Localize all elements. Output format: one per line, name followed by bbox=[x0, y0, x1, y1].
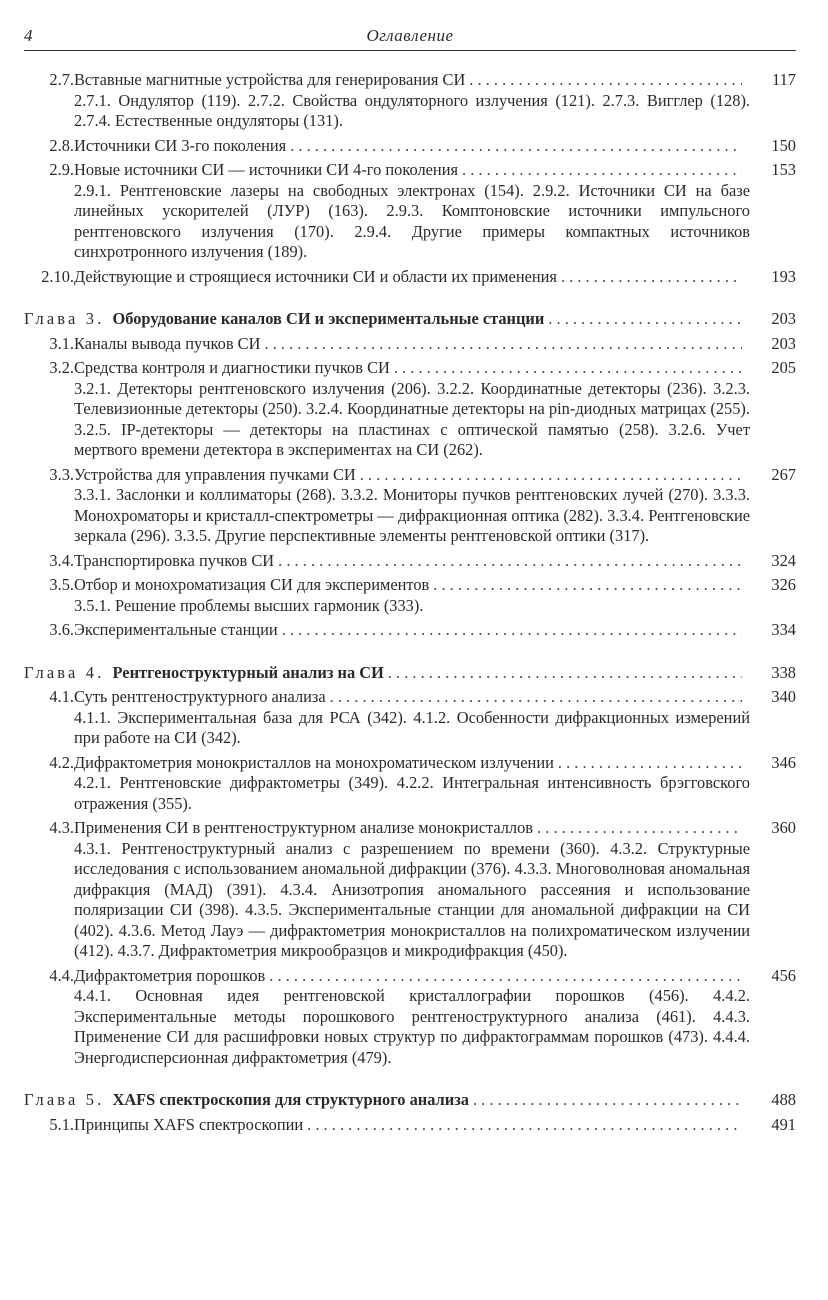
page-ref: 334 bbox=[771, 620, 796, 639]
subsection-list: 4.2.1. Рентгеновские дифрактометры (349). 4.2.2. Интегральная интенсивность брэгговского отражения (355). bbox=[74, 773, 750, 813]
page-ref: 153 bbox=[771, 160, 796, 179]
chapter-4-heading bbox=[24, 663, 796, 684]
page-ref: 267 bbox=[771, 464, 796, 484]
section-title: Действующие и строящиеся источники СИ и области их применения bbox=[74, 266, 557, 286]
page-ref: 340 bbox=[771, 687, 796, 706]
section-number: 4.3. bbox=[49, 818, 74, 837]
toc-entry-4-1 bbox=[24, 687, 796, 749]
section-number: 4.1. bbox=[49, 687, 74, 706]
page-ref: 117 bbox=[772, 70, 796, 89]
subsection-list: 3.5.1. Решение проблемы высших гармоник (333). bbox=[74, 595, 424, 615]
page-ref: 324 bbox=[771, 550, 796, 570]
toc-entry-2-10 bbox=[24, 267, 796, 288]
section-title: Вставные магнитные устройства для генерирования СИ bbox=[74, 70, 466, 89]
section-title: Средства контроля и диагностики пучков СИ bbox=[74, 358, 390, 377]
section-number: 3.2. bbox=[49, 358, 74, 377]
toc-entry-2-9 bbox=[24, 160, 796, 263]
page-ref: 203 bbox=[771, 333, 796, 353]
section-number: 2.9. bbox=[49, 160, 74, 179]
page-ref: 203 bbox=[771, 309, 796, 328]
chapter-3-heading bbox=[24, 309, 796, 330]
toc-entry-5-1 bbox=[24, 1115, 796, 1136]
section-title: Новые источники СИ — источники СИ 4-го поколения bbox=[74, 160, 459, 179]
page-number: 4 bbox=[24, 26, 33, 45]
table-of-contents bbox=[24, 70, 796, 1139]
page-header bbox=[24, 22, 796, 51]
chapter-label: Глава 5. bbox=[24, 1090, 105, 1109]
page-ref: 150 bbox=[771, 135, 796, 155]
toc-entry-4-4 bbox=[24, 966, 796, 1069]
subsection-list: 3.3.1. Заслонки и коллиматоры (268). 3.3.2. Мониторы пучков рентгеновских лучей (270). 3.3.3. Монохроматоры и кристалл-спектрометры — дифракционная оптика (282). 3.3.4. Рентгеновские зеркала (296). 3.3.5. Другие перспективные элементы рентгеновской оптики (317). bbox=[74, 485, 750, 545]
toc-entry-4-3 bbox=[24, 818, 796, 962]
section-number: 2.10. bbox=[41, 266, 74, 286]
subsection-list: 2.7.1. Ондулятор (119). 2.7.2. Свойства ондуляторного излучения (121). 2.7.3. Вигглер (128). 2.7.4. Естественные ондуляторы (131). bbox=[74, 90, 750, 130]
section-title: Устройства для управления пучками СИ bbox=[74, 464, 356, 484]
toc-entry-3-2 bbox=[24, 358, 796, 461]
section-number: 3.6. bbox=[49, 620, 74, 639]
subsection-list: 4.4.1. Основная идея рентгеновской кристаллографии порошков (456). 4.4.2. Экспериментальные методы порошкового рентгеноструктурного анализа (461). 4.4.3. Применение СИ для расшифровки новых структур по дифрактограммам порошков (473). 4.4.4. Энергодисперсионная дифрактометрия (479). bbox=[74, 986, 750, 1067]
subsection-list: 4.1.1. Экспериментальная база для РСА (342). 4.1.2. Особенности дифракционных измерений при работе на СИ (342). bbox=[74, 707, 750, 747]
page-ref: 338 bbox=[771, 662, 796, 682]
page-ref: 205 bbox=[771, 358, 796, 377]
section-number: 2.8. bbox=[49, 135, 74, 155]
section-title: Отбор и монохроматизация СИ для экспериментов bbox=[74, 575, 430, 594]
section-number: 3.3. bbox=[49, 464, 74, 484]
section-title: Транспортировка пучков СИ bbox=[74, 550, 275, 570]
toc-entry-2-8 bbox=[24, 136, 796, 157]
toc-entry-4-2 bbox=[24, 753, 796, 815]
subsection-list: 4.3.1. Рентгеноструктурный анализ с разрешением по времени (360). 4.3.2. Структурные исследования с использованием аномальной дифракции (376). 4.3.3. Многоволновая аномальная дифракция (МАД) (391). 4.3.4. Анизотропия аномального рассеяния и использование поляризации СИ (398). 4.3.5. Экспериментальные станции для аномальной дифракции на СИ (402). 4.3.6. Метод Лауэ — дифрактометрия монокристаллов на полихроматическом излучении (412). 4.3.7. Дифрактометрия микрообразцов и микродифракция (450). bbox=[74, 838, 750, 960]
page-ref: 326 bbox=[771, 575, 796, 594]
section-title: Каналы вывода пучков СИ bbox=[74, 333, 261, 353]
page-ref: 456 bbox=[771, 965, 796, 985]
section-title: Дифрактометрия порошков bbox=[74, 965, 266, 985]
page-ref: 491 bbox=[771, 1114, 796, 1134]
chapter-5-heading bbox=[24, 1090, 796, 1111]
section-title: Дифрактометрия монокристаллов на монохроматическом излучении bbox=[74, 752, 554, 772]
running-title: Оглавление bbox=[366, 26, 454, 45]
section-number: 4.2. bbox=[49, 752, 74, 772]
page-ref: 488 bbox=[771, 1090, 796, 1109]
chapter-title: Рентгеноструктурный анализ на СИ bbox=[112, 662, 384, 682]
toc-entry-3-1 bbox=[24, 334, 796, 355]
chapter-label: Глава 3. bbox=[24, 309, 105, 328]
section-title: Суть рентгеноструктурного анализа bbox=[74, 687, 326, 706]
section-number: 3.1. bbox=[49, 333, 74, 353]
subsection-list: 2.9.1. Рентгеновские лазеры на свободных электронах (154). 2.9.2. Источники СИ на базе линейных ускорителей (ЛУР) (163). 2.9.3. Комптоновские источники импульсного рентгеновского излучения (170). 2.9.4. Другие примеры компактных источников синхротронного излучения (189). bbox=[74, 180, 750, 261]
section-number: 4.4. bbox=[49, 965, 74, 985]
page-ref: 360 bbox=[771, 818, 796, 837]
page-ref: 346 bbox=[771, 752, 796, 772]
chapter-title: XAFS спектроскопия для структурного анализа bbox=[112, 1090, 469, 1109]
section-title: Источники СИ 3-го поколения bbox=[74, 135, 287, 155]
page-ref: 193 bbox=[771, 266, 796, 286]
toc-entry-3-3 bbox=[24, 465, 796, 547]
section-title: Применения СИ в рентгеноструктурном анализе монокристаллов bbox=[74, 818, 534, 837]
section-number: 2.7. bbox=[49, 70, 74, 89]
section-number: 5.1. bbox=[49, 1114, 74, 1134]
section-title: Принципы XAFS спектроскопии bbox=[74, 1114, 304, 1134]
chapter-label: Глава 4. bbox=[24, 662, 105, 682]
subsection-list: 3.2.1. Детекторы рентгеновского излучения (206). 3.2.2. Координатные детекторы (236). 3.2.3. Телевизионные детекторы (250). 3.2.4. Координатные детекторы на pin-диодных матрицах (255). 3.2.5. IP-детекторы — детекторы на пластинах с оптической памятью (258). 3.2.6. Учет мертвого времени детектора в экспериментах на СИ (262). bbox=[74, 378, 750, 459]
toc-entry-3-5 bbox=[24, 575, 796, 616]
section-title: Экспериментальные станции bbox=[74, 620, 278, 639]
chapter-title: Оборудование каналов СИ и экспериментальные станции bbox=[112, 309, 545, 328]
toc-entry-3-4 bbox=[24, 551, 796, 572]
section-number: 3.5. bbox=[49, 575, 74, 594]
toc-entry-2-7 bbox=[24, 70, 796, 132]
section-number: 3.4. bbox=[49, 550, 74, 570]
toc-entry-3-6 bbox=[24, 620, 796, 641]
